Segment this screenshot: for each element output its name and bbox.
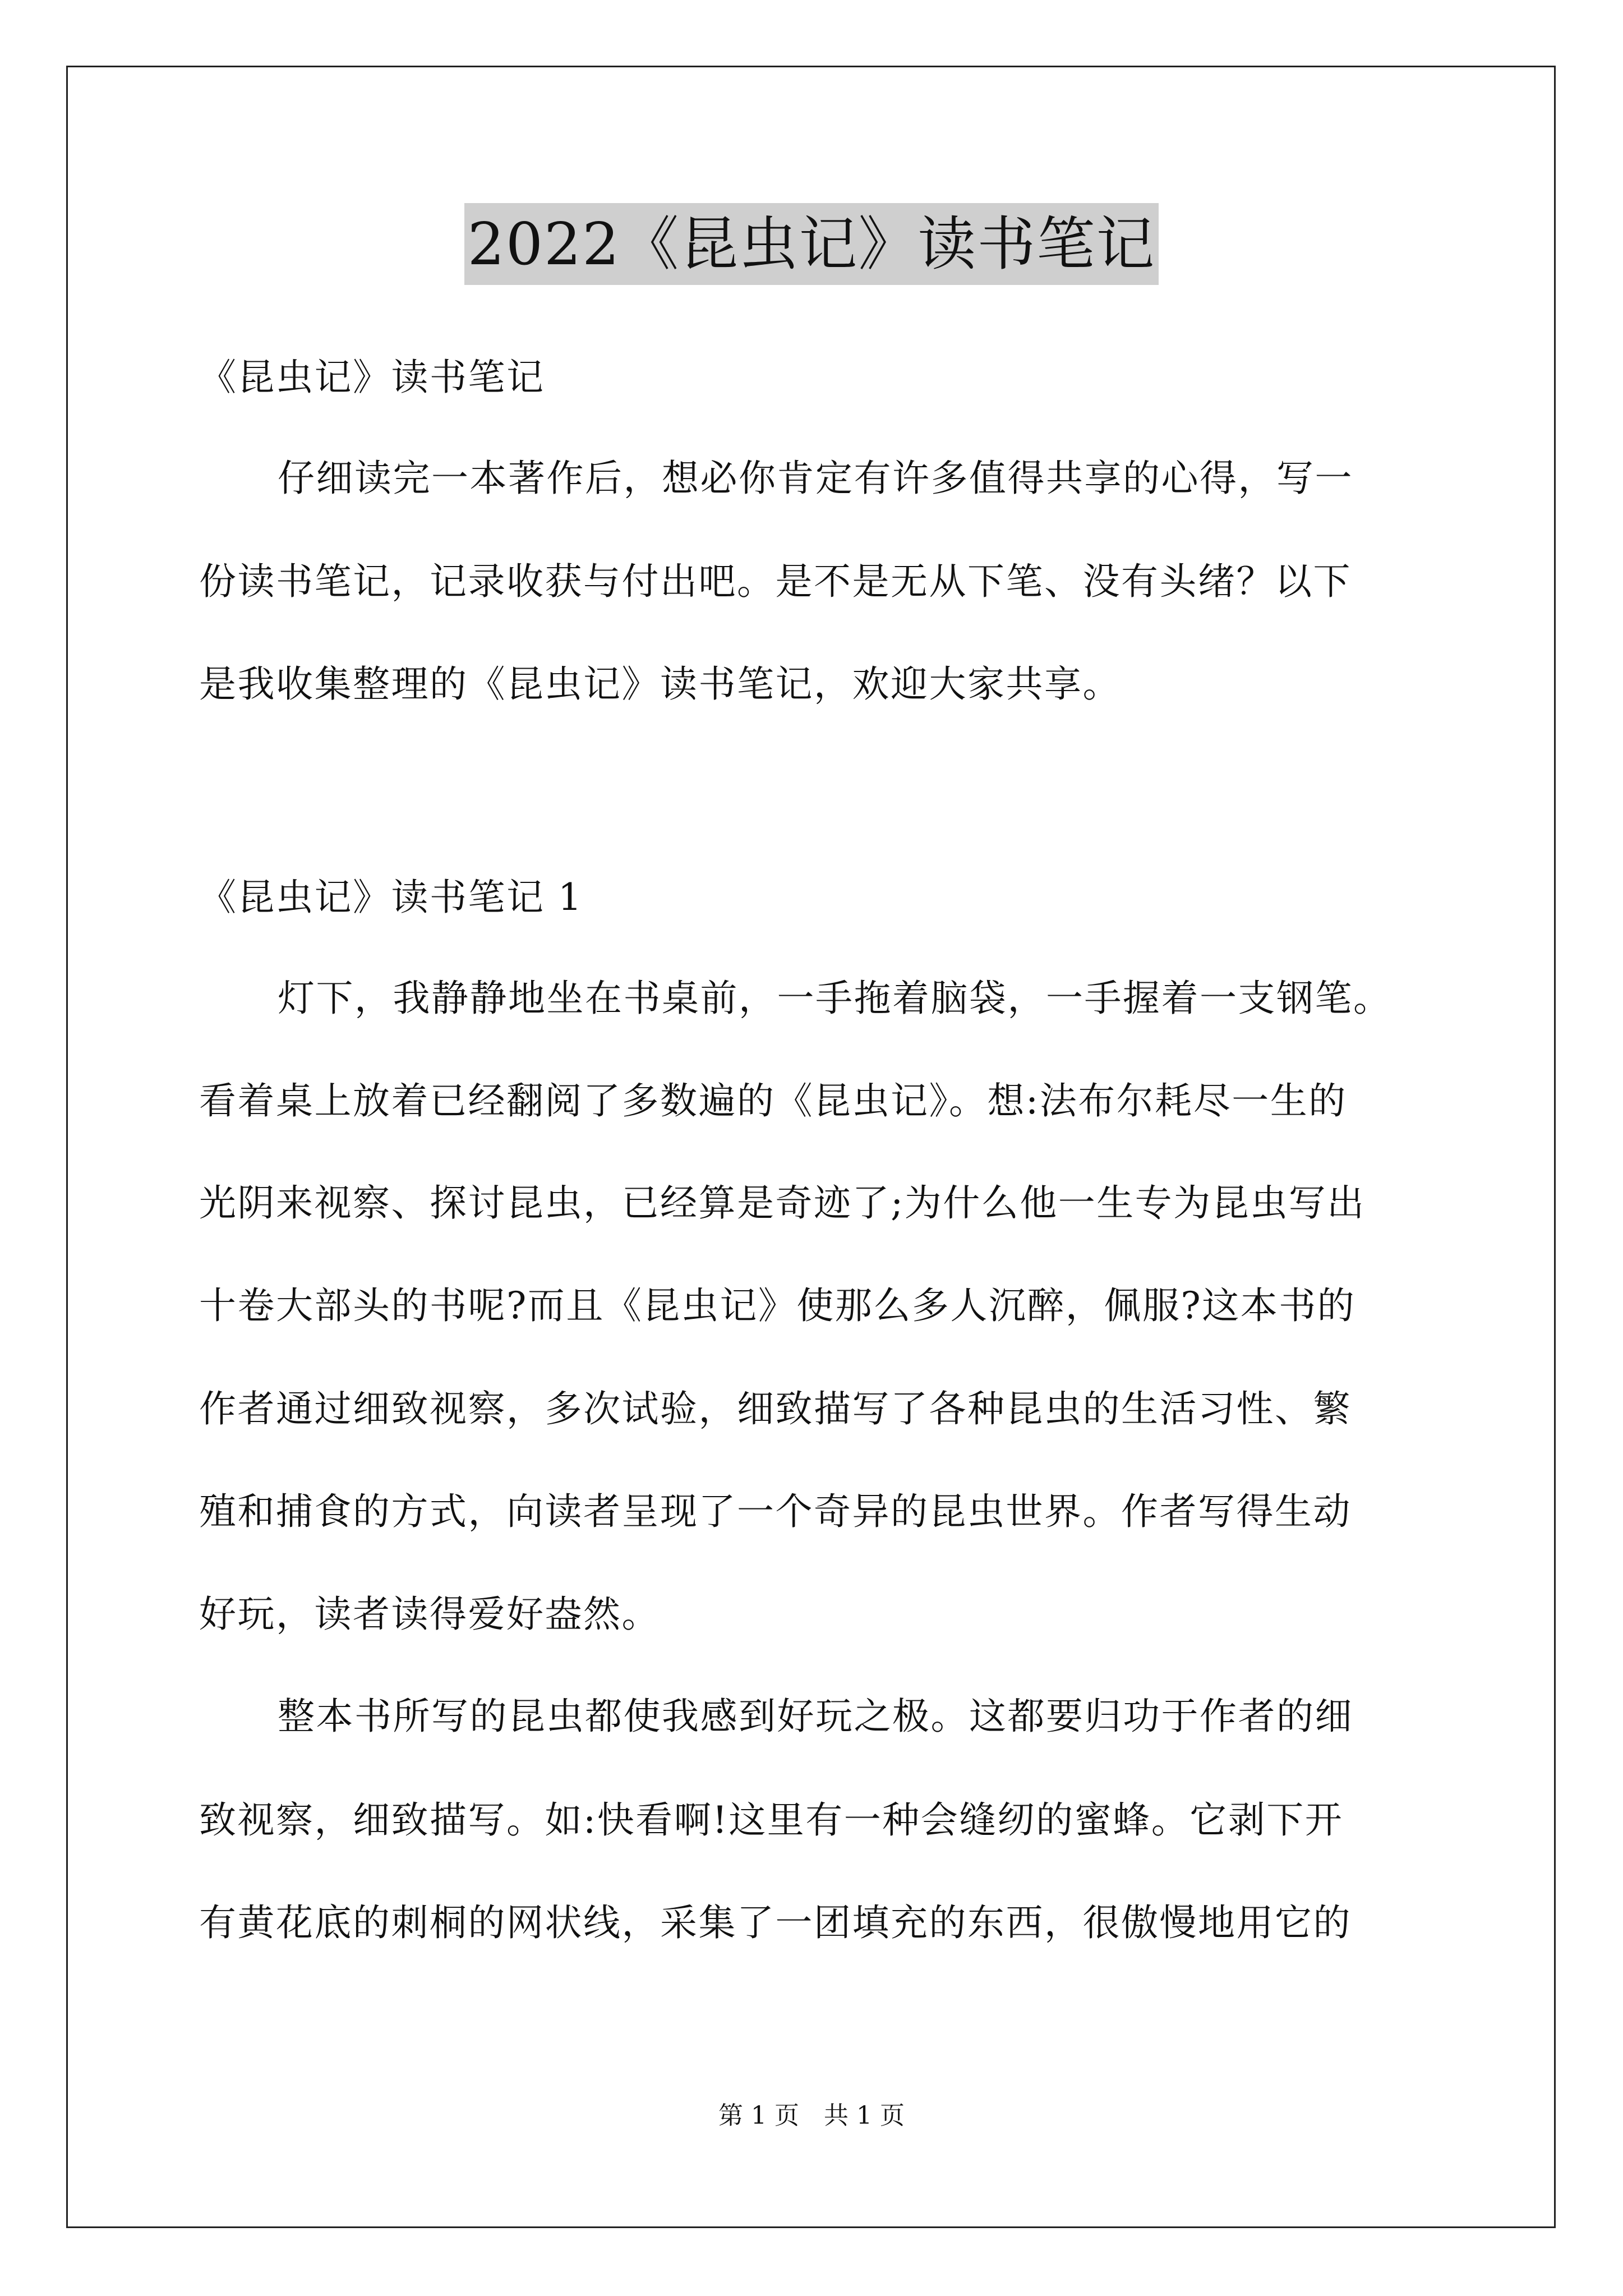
title-container [0,203,1623,285]
intro-paragraph-line: 是我收集整理的《昆虫记》读书笔记，欢迎大家共享。 [199,662,1121,706]
body-paragraph-line: 灯下，我静静地坐在书桌前，一手拖着脑袋，一手握着一支钢笔。 [278,977,1392,1020]
page-footer: 第 1 页 共 1 页 [718,2101,905,2130]
document-title: 2022《昆虫记》读书笔记 [464,203,1159,285]
body-paragraph-line: 看着桌上放着已经翻阅了多数遍的《昆虫记》。想:法布尔耗尽一生的 [199,1079,1347,1122]
body-paragraph-line: 致视察，细致描写。如:快看啊!这里有一种会缝纫的蜜蜂。它剥下开 [199,1798,1344,1842]
intro-paragraph-line: 仔细读完一本著作后，想必你肯定有许多值得共享的心得，写一 [278,457,1353,500]
intro-heading: 《昆虫记》读书笔记 [199,356,545,399]
body-paragraph-line: 好玩，读者读得爱好盎然。 [199,1593,660,1636]
body-paragraph-line: 有黄花底的刺桐的网状线，采集了一团填充的东西，很傲慢地用它的 [199,1901,1352,1944]
body-paragraph-line: 十卷大部头的书呢?而且《昆虫记》使那么多人沉醉，佩服?这本书的 [199,1284,1356,1327]
intro-paragraph-line: 份读书笔记，记录收获与付出吧。是不是无从下笔、没有头绪？以下 [199,560,1352,603]
body-paragraph-line: 殖和捕食的方式，向读者呈现了一个奇异的昆虫世界。作者写得生动 [199,1490,1352,1533]
section-heading: 《昆虫记》读书笔记 1 [199,876,583,919]
body-paragraph-line: 整本书所写的昆虫都使我感到好玩之极。这都要归功于作者的细 [278,1695,1353,1738]
body-paragraph-line: 作者通过细致视察，多次试验，细致描写了各种昆虫的生活习性、繁 [199,1387,1352,1430]
body-paragraph-line: 光阴来视察、探讨昆虫，已经算是奇迹了;为什么他一生专为昆虫写出 [199,1181,1366,1225]
